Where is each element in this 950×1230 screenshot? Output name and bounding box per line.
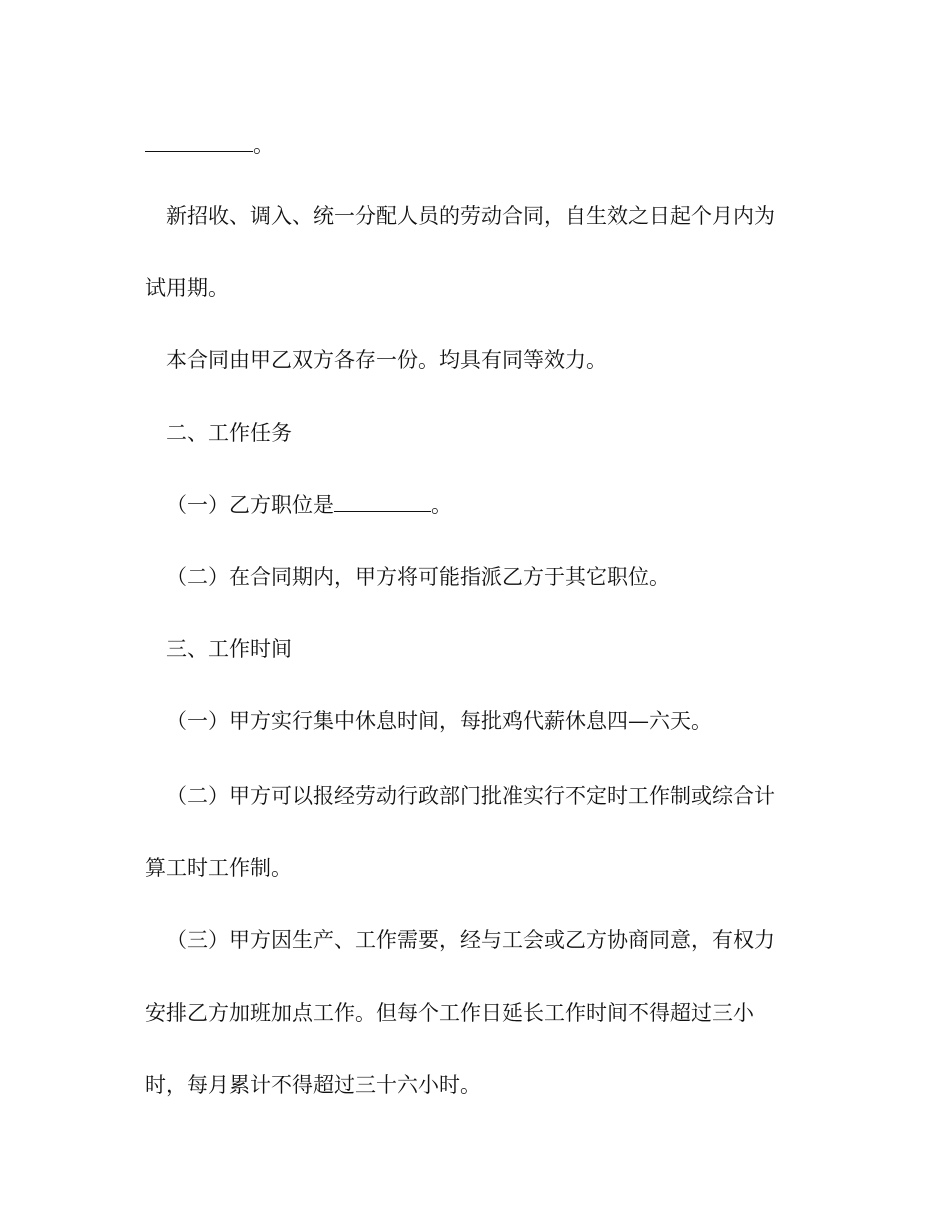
time-item-3-line-3: 时，每月累计不得超过三十六小时。 bbox=[145, 1073, 481, 1097]
time-item-3-line-2: 安排乙方加班加点工作。但每个工作日延长工作时间不得超过三小 bbox=[145, 1001, 754, 1025]
task-item-2: （二）在合同期内，甲方将可能指派乙方于其它职位。 bbox=[166, 565, 670, 589]
task-item-1-suffix: 。 bbox=[431, 493, 452, 517]
blank-line-end bbox=[145, 130, 825, 160]
time-item-2-line-1: （二）甲方可以报经劳动行政部门批准实行不定时工作制或综合计 bbox=[166, 784, 775, 808]
paragraph-probation-line-1: 新招收、调入、统一分配人员的劳动合同，自生效之日起个月内为 bbox=[166, 204, 775, 228]
time-item-1: （一）甲方实行集中休息时间，每批鸡代薪休息四—六天。 bbox=[166, 709, 712, 733]
fill-in-blank bbox=[334, 491, 431, 512]
task-item-1 bbox=[166, 490, 846, 520]
fill-in-blank bbox=[145, 131, 253, 152]
time-item-3-line-1: （三）甲方因生产、工作需要，经与工会或乙方协商同意，有权力 bbox=[166, 928, 775, 952]
line-suffix: 。 bbox=[253, 133, 274, 157]
time-item-2-line-2: 算工时工作制。 bbox=[145, 856, 292, 880]
section-heading-work-tasks: 二、工作任务 bbox=[166, 421, 292, 445]
paragraph-copies: 本合同由甲乙双方各存一份。均具有同等效力。 bbox=[166, 348, 607, 372]
section-heading-work-time: 三、工作时间 bbox=[166, 637, 292, 661]
task-item-1-prefix: （一）乙方职位是 bbox=[166, 493, 334, 517]
paragraph-probation-line-2: 试用期。 bbox=[145, 276, 229, 300]
